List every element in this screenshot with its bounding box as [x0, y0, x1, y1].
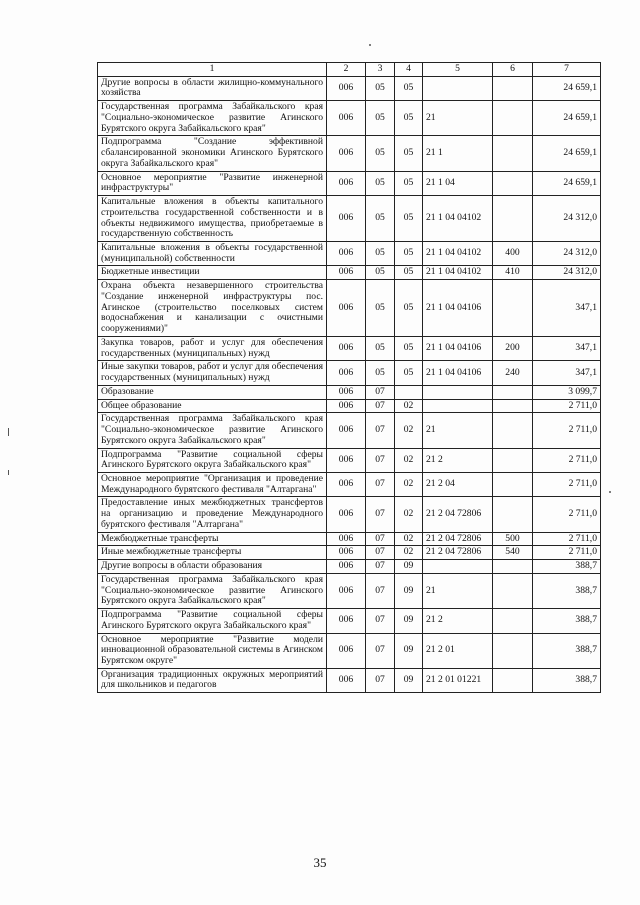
row-name-cell: Организация традиционных окружных мероприятий для школьников и педагогов — [98, 668, 327, 692]
row-name-cell: Иные закупки товаров, работ и услуг для обеспечения государственных (муниципальных) нужд — [98, 361, 327, 385]
ministry-code-cell: 006 — [327, 532, 366, 546]
amount-cell: 347,1 — [533, 336, 601, 360]
subsection-code-cell: 09 — [395, 668, 423, 692]
row-name-cell: Подпрограмма "Создание эффективной сбалансированной экономики Агинского Бурятского округа Забайкальского края" — [98, 136, 327, 171]
expense-type-cell — [493, 385, 533, 399]
table-row — [98, 385, 601, 399]
row-name-cell: Общее образование — [98, 399, 327, 413]
ministry-code-cell: 006 — [327, 609, 366, 633]
target-article-cell: 21 2 04 72806 — [423, 497, 493, 532]
ministry-code-cell: 006 — [327, 385, 366, 399]
table-row — [98, 546, 601, 560]
expense-type-cell — [493, 101, 533, 136]
expense-type-cell — [493, 136, 533, 171]
ministry-code-cell: 006 — [327, 399, 366, 413]
table-row — [98, 609, 601, 633]
row-name-cell: Охрана объекта незавершенного строительства "Создание инженерной инфраструктуры пос. Агинское (строительство поселковых систем водоснабжения и канализации с очистными сооружениями)" — [98, 280, 327, 337]
section-code-cell: 05 — [366, 336, 395, 360]
scan-speck — [8, 470, 9, 475]
section-code-cell: 07 — [366, 560, 395, 574]
amount-cell: 24 659,1 — [533, 101, 601, 136]
amount-cell: 2 711,0 — [533, 546, 601, 560]
subsection-code-cell: 02 — [395, 497, 423, 532]
table-row — [98, 76, 601, 100]
target-article-cell: 21 — [423, 573, 493, 608]
ministry-code-cell: 006 — [327, 280, 366, 337]
header-cell: 3 — [366, 63, 395, 77]
subsection-code-cell: 02 — [395, 413, 423, 448]
section-code-cell: 05 — [366, 242, 395, 266]
section-code-cell: 05 — [366, 280, 395, 337]
subsection-code-cell: 05 — [395, 136, 423, 171]
row-name-cell: Бюджетные инвестиции — [98, 266, 327, 280]
section-code-cell: 07 — [366, 385, 395, 399]
ministry-code-cell: 006 — [327, 171, 366, 195]
table-row — [98, 136, 601, 171]
expense-type-cell — [493, 497, 533, 532]
expense-type-cell: 500 — [493, 532, 533, 546]
amount-cell: 2 711,0 — [533, 413, 601, 448]
table-row — [98, 101, 601, 136]
ministry-code-cell: 006 — [327, 101, 366, 136]
expense-type-cell — [493, 280, 533, 337]
amount-cell: 3 099,7 — [533, 385, 601, 399]
ministry-code-cell: 006 — [327, 361, 366, 385]
target-article-cell: 21 1 04 04102 — [423, 266, 493, 280]
table-row — [98, 573, 601, 608]
ministry-code-cell: 006 — [327, 413, 366, 448]
ministry-code-cell: 006 — [327, 497, 366, 532]
ministry-code-cell: 006 — [327, 266, 366, 280]
subsection-code-cell: 09 — [395, 609, 423, 633]
table-row — [98, 280, 601, 337]
expense-type-cell: 410 — [493, 266, 533, 280]
row-name-cell: Предоставление иных межбюджетных трансфертов на организацию и проведение Международного бурятского фестиваля "Алтаргана" — [98, 497, 327, 532]
target-article-cell: 21 2 04 72806 — [423, 546, 493, 560]
subsection-code-cell: 05 — [395, 361, 423, 385]
ministry-code-cell: 006 — [327, 560, 366, 574]
subsection-code-cell: 05 — [395, 76, 423, 100]
amount-cell: 2 711,0 — [533, 472, 601, 496]
ministry-code-cell: 006 — [327, 472, 366, 496]
expense-type-cell — [493, 573, 533, 608]
row-name-cell: Капитальные вложения в объекты государственной (муниципальной) собственности — [98, 242, 327, 266]
amount-cell: 24 659,1 — [533, 171, 601, 195]
target-article-cell: 21 2 04 — [423, 472, 493, 496]
table-row — [98, 413, 601, 448]
ministry-code-cell: 006 — [327, 448, 366, 472]
scan-speck — [369, 44, 371, 46]
subsection-code-cell: 05 — [395, 242, 423, 266]
section-code-cell: 05 — [366, 101, 395, 136]
row-name-cell: Государственная программа Забайкальского края "Социально-экономическое развитие Агинского Бурятского округа Забайкальского края" — [98, 413, 327, 448]
header-cell: 4 — [395, 63, 423, 77]
table-row — [98, 266, 601, 280]
expense-type-cell — [493, 609, 533, 633]
expense-type-cell — [493, 668, 533, 692]
scan-speck — [609, 491, 611, 493]
expense-type-cell — [493, 399, 533, 413]
subsection-code-cell: 02 — [395, 399, 423, 413]
section-code-cell: 05 — [366, 171, 395, 195]
subsection-code-cell: 05 — [395, 280, 423, 337]
target-article-cell: 21 2 — [423, 448, 493, 472]
amount-cell: 2 711,0 — [533, 497, 601, 532]
target-article-cell: 21 2 01 — [423, 633, 493, 668]
table-row — [98, 171, 601, 195]
row-name-cell: Основное мероприятие "Развитие инженерной инфраструктуры" — [98, 171, 327, 195]
target-article-cell: 21 1 04 04106 — [423, 361, 493, 385]
section-code-cell: 05 — [366, 76, 395, 100]
amount-cell: 388,7 — [533, 668, 601, 692]
table-row — [98, 497, 601, 532]
amount-cell: 388,7 — [533, 573, 601, 608]
table-row — [98, 399, 601, 413]
section-code-cell: 07 — [366, 472, 395, 496]
target-article-cell: 21 1 — [423, 136, 493, 171]
budget-table — [97, 62, 601, 693]
expense-type-cell — [493, 196, 533, 242]
amount-cell: 2 711,0 — [533, 448, 601, 472]
section-code-cell: 05 — [366, 196, 395, 242]
subsection-code-cell: 02 — [395, 532, 423, 546]
expense-type-cell — [493, 76, 533, 100]
amount-cell: 24 312,0 — [533, 266, 601, 280]
header-cell: 1 — [98, 63, 327, 77]
target-article-cell: 21 2 — [423, 609, 493, 633]
subsection-code-cell: 09 — [395, 573, 423, 608]
table-row — [98, 196, 601, 242]
target-article-cell: 21 — [423, 101, 493, 136]
target-article-cell — [423, 76, 493, 100]
subsection-code-cell: 02 — [395, 448, 423, 472]
section-code-cell: 07 — [366, 573, 395, 608]
row-name-cell: Образование — [98, 385, 327, 399]
row-name-cell: Другие вопросы в области жилищно-коммунального хозяйства — [98, 76, 327, 100]
expense-type-cell: 400 — [493, 242, 533, 266]
ministry-code-cell: 006 — [327, 242, 366, 266]
amount-cell: 2 711,0 — [533, 532, 601, 546]
target-article-cell — [423, 560, 493, 574]
section-code-cell: 07 — [366, 546, 395, 560]
section-code-cell: 07 — [366, 413, 395, 448]
subsection-code-cell: 05 — [395, 101, 423, 136]
page-number: 35 — [313, 855, 327, 870]
target-article-cell: 21 1 04 04102 — [423, 242, 493, 266]
row-name-cell: Подпрограмма "Развитие социальной сферы Агинского Бурятского округа Забайкальского края" — [98, 448, 327, 472]
section-code-cell: 07 — [366, 532, 395, 546]
row-name-cell: Основное мероприятие "Организация и проведение Международного бурятского фестиваля "Алтаргана" — [98, 472, 327, 496]
ministry-code-cell: 006 — [327, 633, 366, 668]
section-code-cell: 07 — [366, 609, 395, 633]
subsection-code-cell: 05 — [395, 171, 423, 195]
subsection-code-cell — [395, 385, 423, 399]
expense-type-cell — [493, 472, 533, 496]
table-row — [98, 532, 601, 546]
header-cell: 5 — [423, 63, 493, 77]
subsection-code-cell: 02 — [395, 472, 423, 496]
section-code-cell: 07 — [366, 668, 395, 692]
subsection-code-cell: 09 — [395, 560, 423, 574]
amount-cell: 388,7 — [533, 609, 601, 633]
target-article-cell: 21 1 04 04106 — [423, 280, 493, 337]
table-row — [98, 242, 601, 266]
table-row — [98, 336, 601, 360]
row-name-cell: Государственная программа Забайкальского края "Социально-экономическое развитие Агинского Бурятского округа Забайкальского края" — [98, 573, 327, 608]
subsection-code-cell: 05 — [395, 336, 423, 360]
header-cell: 7 — [533, 63, 601, 77]
table-row — [98, 472, 601, 496]
amount-cell: 24 659,1 — [533, 136, 601, 171]
header-cell: 6 — [493, 63, 533, 77]
expense-type-cell — [493, 448, 533, 472]
ministry-code-cell: 006 — [327, 573, 366, 608]
amount-cell: 347,1 — [533, 361, 601, 385]
section-code-cell: 07 — [366, 633, 395, 668]
section-code-cell: 05 — [366, 361, 395, 385]
expense-type-cell: 200 — [493, 336, 533, 360]
section-code-cell: 07 — [366, 448, 395, 472]
table-row — [98, 361, 601, 385]
target-article-cell: 21 — [423, 413, 493, 448]
amount-cell: 388,7 — [533, 633, 601, 668]
expense-type-cell — [493, 560, 533, 574]
row-name-cell: Подпрограмма "Развитие социальной сферы Агинского Бурятского округа Забайкальского края" — [98, 609, 327, 633]
expense-type-cell — [493, 413, 533, 448]
scan-speck — [8, 428, 9, 436]
expense-type-cell: 240 — [493, 361, 533, 385]
expense-type-cell: 540 — [493, 546, 533, 560]
target-article-cell: 21 2 04 72806 — [423, 532, 493, 546]
row-name-cell: Государственная программа Забайкальского края "Социально-экономическое развитие Агинского Бурятского округа Забайкальского края" — [98, 101, 327, 136]
row-name-cell: Другие вопросы в области образования — [98, 560, 327, 574]
row-name-cell: Закупка товаров, работ и услуг для обеспечения государственных (муниципальных) нужд — [98, 336, 327, 360]
section-code-cell: 07 — [366, 497, 395, 532]
row-name-cell: Иные межбюджетные трансферты — [98, 546, 327, 560]
row-name-cell: Основное мероприятие "Развитие модели инновационной образовательной системы в Агинском Бурятском округе" — [98, 633, 327, 668]
target-article-cell: 21 2 01 01221 — [423, 668, 493, 692]
ministry-code-cell: 006 — [327, 668, 366, 692]
row-name-cell: Капитальные вложения в объекты капитального строительства государственной собственности и в объекты недвижимого имущества, приобретаемые в государственную собственность — [98, 196, 327, 242]
table-row — [98, 560, 601, 574]
target-article-cell — [423, 385, 493, 399]
table-row — [98, 668, 601, 692]
ministry-code-cell: 006 — [327, 196, 366, 242]
table-header-row — [98, 63, 601, 77]
target-article-cell: 21 1 04 04102 — [423, 196, 493, 242]
ministry-code-cell: 006 — [327, 136, 366, 171]
subsection-code-cell: 05 — [395, 266, 423, 280]
amount-cell: 24 312,0 — [533, 242, 601, 266]
subsection-code-cell: 05 — [395, 196, 423, 242]
expense-type-cell — [493, 633, 533, 668]
ministry-code-cell: 006 — [327, 76, 366, 100]
section-code-cell: 05 — [366, 136, 395, 171]
amount-cell: 388,7 — [533, 560, 601, 574]
amount-cell: 347,1 — [533, 280, 601, 337]
amount-cell: 2 711,0 — [533, 399, 601, 413]
subsection-code-cell: 02 — [395, 546, 423, 560]
expense-type-cell — [493, 171, 533, 195]
amount-cell: 24 312,0 — [533, 196, 601, 242]
ministry-code-cell: 006 — [327, 336, 366, 360]
amount-cell: 24 659,1 — [533, 76, 601, 100]
section-code-cell: 05 — [366, 266, 395, 280]
header-cell: 2 — [327, 63, 366, 77]
table-row — [98, 633, 601, 668]
ministry-code-cell: 006 — [327, 546, 366, 560]
target-article-cell — [423, 399, 493, 413]
target-article-cell: 21 1 04 04106 — [423, 336, 493, 360]
row-name-cell: Межбюджетные трансферты — [98, 532, 327, 546]
section-code-cell: 07 — [366, 399, 395, 413]
target-article-cell: 21 1 04 — [423, 171, 493, 195]
table-row — [98, 448, 601, 472]
subsection-code-cell: 09 — [395, 633, 423, 668]
